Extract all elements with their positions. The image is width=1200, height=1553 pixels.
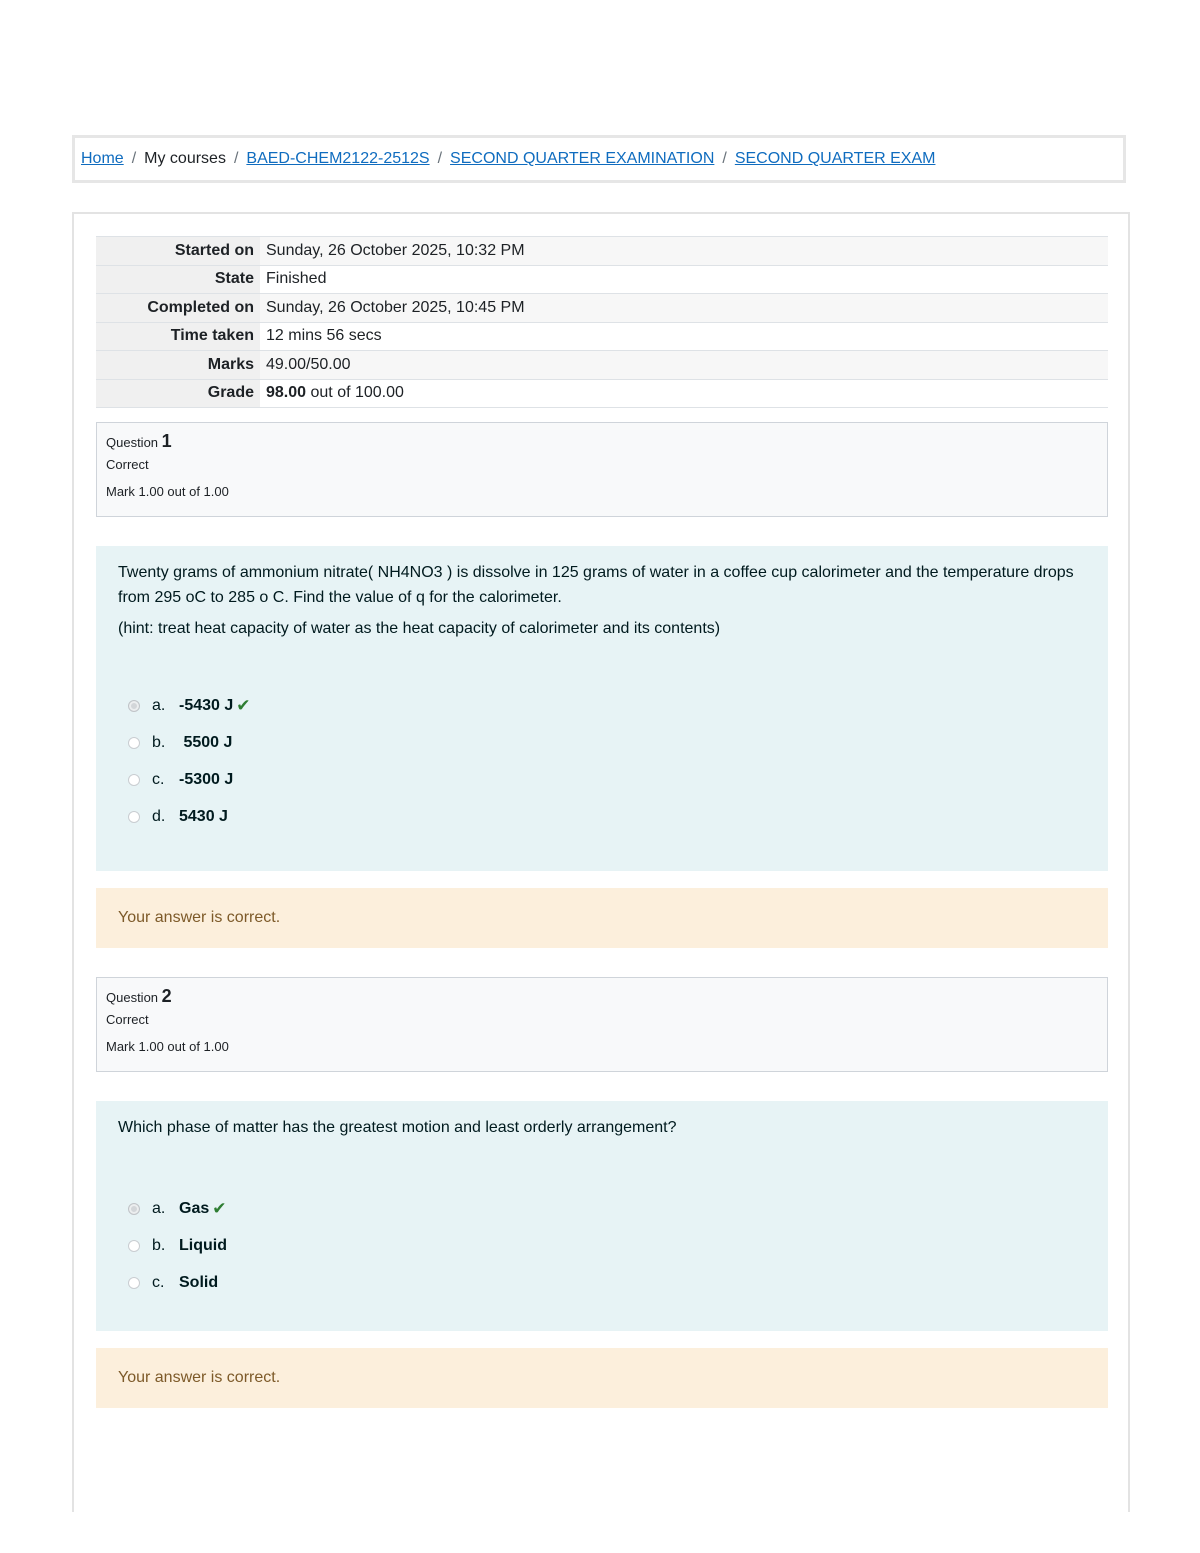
option-letter: a. xyxy=(152,1200,166,1217)
radio-button[interactable] xyxy=(128,811,140,823)
breadcrumb-activity-link[interactable]: SECOND QUARTER EXAM xyxy=(734,150,936,167)
completed-label: Completed on xyxy=(96,294,260,323)
option-text: Solid xyxy=(179,1274,219,1291)
option-letter: c. xyxy=(152,771,165,788)
summary-row-grade xyxy=(96,379,1108,408)
correct-check-icon: ✔ xyxy=(236,696,251,715)
breadcrumb-separator: / xyxy=(131,150,137,167)
started-value: Sunday, 26 October 2025, 10:32 PM xyxy=(260,237,1108,266)
grade-value xyxy=(260,379,1108,408)
correct-check-icon: ✔ xyxy=(212,1199,227,1218)
breadcrumb xyxy=(72,135,1126,183)
radio-button[interactable] xyxy=(128,737,140,749)
radio-button[interactable] xyxy=(128,1240,140,1252)
question-number xyxy=(106,431,1098,457)
radio-button[interactable] xyxy=(128,1277,140,1289)
answer-options xyxy=(118,1190,1086,1301)
completed-value: Sunday, 26 October 2025, 10:45 PM xyxy=(260,294,1108,323)
radio-button[interactable] xyxy=(128,700,140,712)
marks-value: 49.00/50.00 xyxy=(260,351,1108,380)
question-mark: Mark 1.00 out of 1.00 xyxy=(106,484,229,499)
breadcrumb-section-link[interactable]: SECOND QUARTER EXAMINATION xyxy=(450,150,715,167)
summary-row-time xyxy=(96,322,1108,351)
breadcrumb-separator: / xyxy=(233,150,239,167)
grade-score: 98.00 xyxy=(266,384,307,402)
option-text: Gas xyxy=(179,1200,210,1217)
question-text: Which phase of matter has the greatest motion and least orderly arrangement? xyxy=(118,1119,677,1136)
summary-row-state xyxy=(96,265,1108,294)
question-2-info xyxy=(96,977,1108,1072)
question-2-feedback: Your answer is correct. xyxy=(96,1348,1108,1408)
breadcrumb-my-courses: My courses xyxy=(144,150,226,167)
answer-option-a[interactable] xyxy=(118,687,1086,724)
breadcrumb-home-link[interactable]: Home xyxy=(81,150,124,167)
summary-row-started xyxy=(96,237,1108,266)
answer-option-c[interactable] xyxy=(118,761,1086,798)
option-letter: d. xyxy=(152,808,166,825)
answer-option-a[interactable] xyxy=(118,1190,1086,1227)
radio-button[interactable] xyxy=(128,1203,140,1215)
question-text: Twenty grams of ammonium nitrate( NH4NO3 ) is dissolve in 125 grams of water in a coffee cup calorimeter and the temperature drops from 295 oC to 285 o C. Find the value of q for the calorimeter. xyxy=(118,564,1074,606)
question-1-info xyxy=(96,422,1108,517)
quiz-review-panel xyxy=(72,212,1130,1512)
attempt-summary-table xyxy=(96,236,1108,408)
time-taken-label: Time taken xyxy=(96,322,260,351)
summary-row-completed xyxy=(96,294,1108,323)
breadcrumb-separator: / xyxy=(722,150,727,167)
question-mark: Mark 1.00 out of 1.00 xyxy=(106,1039,229,1054)
question-label: Question xyxy=(106,990,159,1005)
question-number xyxy=(106,986,1098,1012)
answer-option-d[interactable] xyxy=(118,798,1086,835)
time-taken-value: 12 mins 56 secs xyxy=(260,322,1108,351)
option-text: -5300 J xyxy=(179,771,234,788)
option-letter: b. xyxy=(152,734,166,751)
breadcrumb-separator: / xyxy=(437,150,443,167)
answer-option-b[interactable] xyxy=(118,724,1086,761)
option-text: Liquid xyxy=(179,1237,227,1254)
option-text: 5430 J xyxy=(179,808,228,825)
option-text: -5430 J xyxy=(179,697,234,714)
option-letter: a. xyxy=(152,697,166,714)
grade-out-of: out of 100.00 xyxy=(310,384,404,402)
question-label: Question xyxy=(106,435,159,450)
summary-row-marks xyxy=(96,351,1108,380)
option-text: 5500 J xyxy=(179,734,233,751)
grade-label: Grade xyxy=(96,379,260,408)
question-1-feedback: Your answer is correct. xyxy=(96,888,1108,948)
question-1-formulation xyxy=(96,546,1108,871)
state-label: State xyxy=(96,265,260,294)
state-value: Finished xyxy=(260,265,1108,294)
radio-button[interactable] xyxy=(128,774,140,786)
marks-label: Marks xyxy=(96,351,260,380)
question-hint: (hint: treat heat capacity of water as the heat capacity of calorimeter and its contents) xyxy=(118,620,721,637)
breadcrumb-course-link[interactable]: BAED-CHEM2122-2512S xyxy=(246,150,430,167)
answer-option-b[interactable] xyxy=(118,1227,1086,1264)
question-state: Correct xyxy=(106,457,149,472)
question-2-formulation xyxy=(96,1101,1108,1331)
question-state: Correct xyxy=(106,1012,149,1027)
answer-option-c[interactable] xyxy=(118,1264,1086,1301)
option-letter: c. xyxy=(152,1274,165,1291)
started-label: Started on xyxy=(96,237,260,266)
question-number-value: 2 xyxy=(161,986,172,1006)
answer-options xyxy=(118,687,1086,835)
option-letter: b. xyxy=(152,1237,166,1254)
question-number-value: 1 xyxy=(161,431,172,451)
